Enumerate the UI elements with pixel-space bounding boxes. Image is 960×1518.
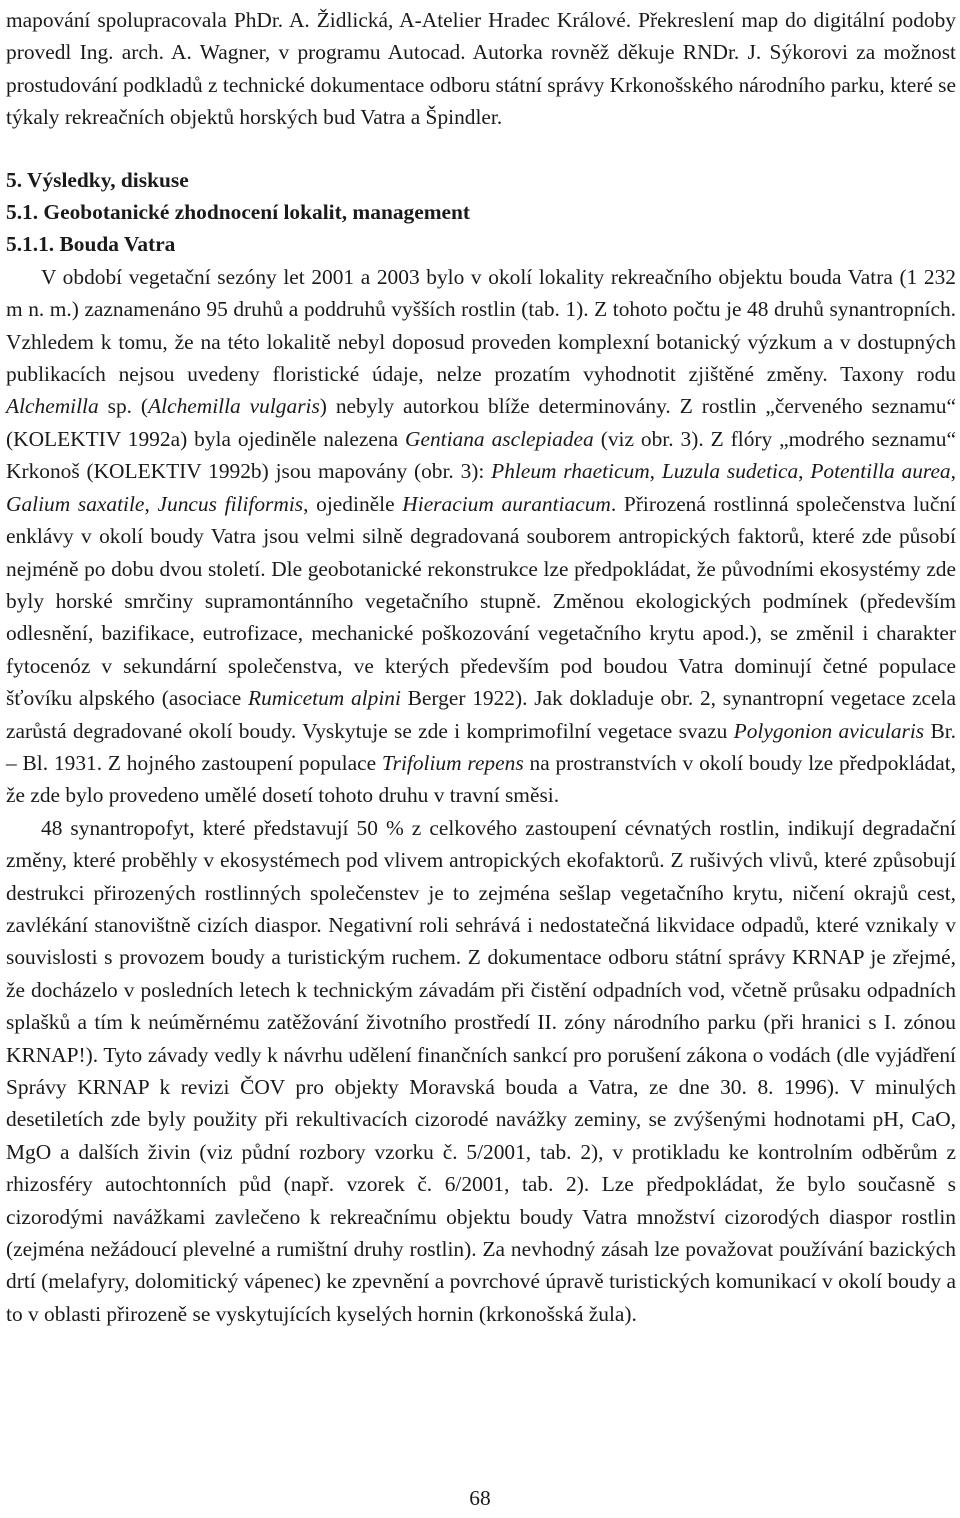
paragraph-synanthropic: 48 synantropofyt, které představují 50 % z celkového zastoupení cévnatých rostlin, indikují degradační změny, které proběhly v ekosystémech pod vlivem antropických ekofaktorů. Z rušivých vlivů, které způsobují destrukci přirozených rostlinných společenstev je to zejména sešlap vegetačního krytu, ničení okrajů cest, zavlékání stanovištně cizích diaspor. Negativní roli sehrává i nedostatečná likvidace odpadů, které vznikaly v souvislosti s provozem boudy a turistickým ruchem. Z dokumentace odboru státní správy KRNAP je zřejmé, že docházelo v posledních letech k technickým závadám při čistění odpadních vod, včetně průsaku odpadních splašků a tím k neúměrnému zatěžování životního prostředí II. zóny národního parku (při hranici s I. zónou KRNAP!). Tyto závady vedly k návrhu udělení finančních sankcí pro porušení zákona o vodách (dle vyjádření Správy KRNAP k revizi ČOV pro objekty Moravská bouda a Vatra, ze dne 30. 8. 1996). V minulých desetiletích zde byly použity při rekultivacích cizorodé navážky zeminy, se zvýšenými hodnotami pH, CaO, MgO a dalších živin (viz půdní rozbory vzorku č. 5/2001, tab. 2), v protikladu ke kontrolním odběrům z rhizosféry autochtonních půd (např. vzorek č. 6/2001, tab. 2). Lze předpokládat, že bylo současně s cizorodými navážkami zavlečeno k rekreačnímu objektu boudy Vatra množství cizorodých diaspor rostlin (zejména nežádoucí plevelné a rumištní druhy rostlin). Za nevhodný zásah lze považovat používání bazických drtí (melafyry, dolomitický vápenec) ke zpevnění a povrchové úpravě turistických komunikací v okolí boudy a to v oblasti přirozeně se vyskytujících kyselých hornin (krkonošská žula).: [6, 815, 956, 1326]
taxon-alchemilla-vulgaris: Alchemilla vulgaris: [148, 394, 320, 419]
taxon-hieracium: Hieracium aurantiacum: [402, 491, 611, 516]
heading-geobotanical: 5.1. Geobotanické zhodnocení lokalit, management: [6, 200, 471, 225]
taxon-trifolium: Trifolium repens: [381, 750, 524, 775]
heading-bouda-vatra: 5.1.1. Bouda Vatra: [6, 232, 176, 257]
spacer: [6, 134, 956, 164]
taxon-phleum: Phleum rhaeticum: [491, 459, 650, 484]
taxon-galium: Galium saxatile: [6, 491, 145, 516]
taxon-potentilla: Potentilla aurea: [810, 459, 951, 484]
taxon-gentiana: Gentiana asclepiadea: [405, 426, 594, 451]
taxon-rumicetum: Rumicetum alpini: [248, 686, 401, 711]
taxon-alchemilla: Alchemilla: [6, 394, 99, 419]
page-number: 68: [469, 1486, 491, 1510]
taxon-polygonion: Polygonion avicularis: [733, 718, 925, 743]
document-page: [6, 4, 956, 1330]
paragraph-vatra-flora: V období vegetační sezóny let 2001 a 2003 bylo v okolí lokality rekreačního objektu bouda Vatra (1 232 m n. m.) zaznamenáno 95 druhů a poddruhů vyšších rostlin (tab. 1). Z tohoto počtu je 48 druhů synantropních. Vzhledem k tomu, že na této lokalitě nebyl doposud proveden komplexní botanický výzkum a v dostupných publikacích nejsou uvedeny floristické údaje, nelze prozatím vyhodnotit zjištěné změny. Taxony rodu Alchemilla sp. (Alchemilla vulgaris) nebyly autorkou blíže determinovány. Z rostlin „červeného seznamu“ (KOLEKTIV 1992a) byla ojediněle nalezena Gentiana asclepiadea (viz obr. 3). Z flóry „modrého seznamu“ Krkonoš (KOLEKTIV 1992b) jsou mapovány (obr. 3): Phleum rhaeticum, Luzula sudetica, Potentilla aurea, Galium saxatile, Juncus filiformis, ojediněle Hieracium aurantiacum. Přirozená rostlinná společenstva luční enklávy v okolí boudy Vatra jsou velmi silně degradovaná souborem antropických faktorů, které zde působí nejméně po dobu dvou století. Dle geobotanické rekonstrukce lze předpokládat, že původními ekosystémy zde byly horské smrčiny supramontánního vegetačního stupně. Změnou ekologických podmínek (především odlesnění, bazifikace, eutrofizace, mechanické poškozování vegetačního krytu apod.), se změnil i charakter fytocenóz v sekundární společenstva, ve kterých především pod boudou Vatra dominují četné populace šťovíku alpského (asociace Rumicetum alpini Berger 1922). Jak dokladuje obr. 2, synantropní vegetace zcela zarůstá degradované okolí boudy. Vyskytuje se zde i komprimofilní vegetace svazu Polygonion avicularis Br. – Bl. 1931. Z hojného zastoupení populace Trifolium repens na prostranstvích v okolí boudy lze předpokládat, že zde bylo provedeno umělé dosetí tohoto druhu v travní směsi.: [6, 264, 956, 808]
taxon-luzula: Luzula sudetica: [661, 459, 799, 484]
taxon-juncus: Juncus filiformis: [157, 491, 304, 516]
intro-paragraph: mapování spolupracovala PhDr. A. Židlická, A-Atelier Hradec Králové. Překreslení map do digitální podoby provedl Ing. arch. A. Wagner, v programu Autocad. Autorka rovněž děkuje RNDr. J. Sýkorovi za možnost prostudování podkladů z technické dokumentace odboru státní správy Krkonošského národního parku, které se týkaly rekreačních objektů horských bud Vatra a Špindler.: [6, 8, 956, 130]
heading-results: 5. Výsledky, diskuse: [6, 167, 189, 192]
